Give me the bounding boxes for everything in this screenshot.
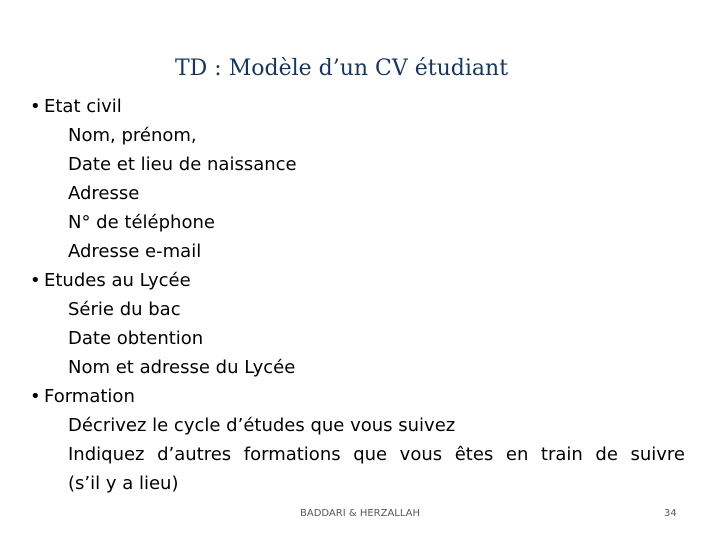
list-item: Date obtention [68,328,204,349]
section-etat-civil [30,92,685,266]
list-item: Adresse [68,183,140,204]
section-heading [30,266,685,295]
list-item: Série du bac [68,299,181,320]
list-item: Nom, prénom, [68,125,197,146]
bullet-icon: • [30,96,41,117]
list-item: Décrivez le cycle d’études que vous suivez [68,415,456,436]
page-number: 34 [664,508,677,519]
list-item: Adresse e-mail [68,241,202,262]
list-item: (s’il y a lieu) [68,473,179,494]
slide-title: TD : Modèle d’un CV étudiant [175,56,509,81]
section-heading-text: Formation [44,386,135,407]
section-formation [30,382,685,498]
slide-content [30,92,685,498]
section-etudes-lycee [30,266,685,382]
section-heading-text: Etat civil [44,96,122,117]
bullet-icon: • [30,386,41,407]
section-heading [30,92,685,121]
list-item: Nom et adresse du Lycée [68,357,296,378]
list-item: Date et lieu de naissance [68,154,297,175]
section-heading [30,382,685,411]
list-item: N° de téléphone [68,212,215,233]
footer-authors: BADDARI & HERZALLAH [300,508,421,519]
section-heading-text: Etudes au Lycée [44,270,191,291]
list-item: Indiquez d’autres formations que vous êtes en train de suivre [68,444,685,465]
bullet-icon: • [30,270,41,291]
